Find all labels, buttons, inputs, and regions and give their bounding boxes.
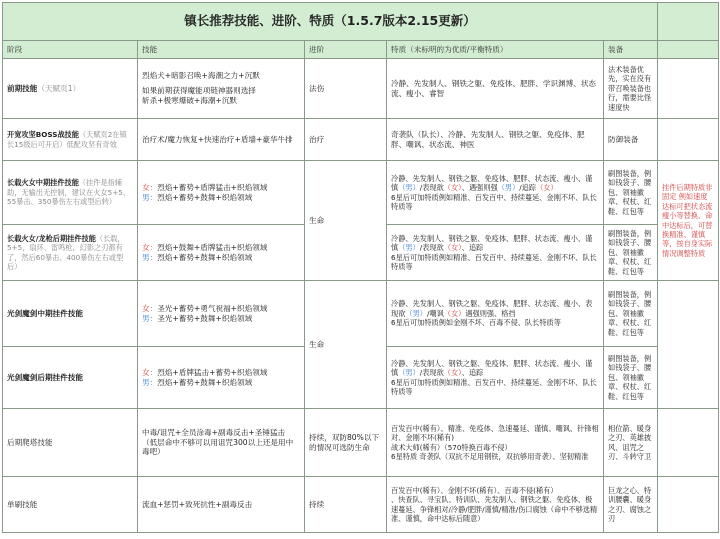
- female-tag: （女）: [443, 368, 462, 378]
- traits-cell: 奇袭队（队长）、冷静、先发制人、钢铁之躯、免疫体、肥胖、嘲讽、状态流、神医: [387, 119, 604, 161]
- skills-cell: 治疗术/魔力恢复+快速治疗+盾墙+豪华牛排: [138, 119, 305, 161]
- stage-label: 长载火女中期挂件技能: [7, 178, 79, 188]
- male-tag: 男：: [142, 313, 158, 323]
- traits-text: 、追踪: [461, 368, 484, 378]
- traits-cell: [387, 281, 604, 347]
- equipment-cell: 刷图装备，例如钱袋子、腰包、领袖徽章、权杖、红鞋、红包等: [604, 161, 658, 225]
- male-tag: 男：: [142, 192, 158, 202]
- male-tag: 男：: [142, 252, 158, 262]
- traits-text: 冷静、先发制人、钢铁之躯、免疫体、肥胖、状态流、瘦小、表现欲: [391, 299, 593, 318]
- stage-cell: [3, 59, 138, 119]
- traits-text: /追踪: [519, 183, 537, 193]
- skills-female: 圣光+蓄势+勇气祝福+织焰领域: [157, 303, 268, 313]
- side-note: 挂件后期特质非固定 例如速度达标可把状态流瘦小等替换、命中达标后，可替换精准、谨慎等，按自身实际情况调整特质: [658, 161, 719, 281]
- table-row: [3, 119, 719, 161]
- advance-cell: 持续: [305, 477, 387, 533]
- traits-cell: [387, 477, 604, 533]
- header-skills: 技能: [138, 41, 305, 59]
- advance-cell: 生命: [305, 161, 387, 281]
- male-tag: （男）: [398, 243, 420, 253]
- note-cell: [658, 59, 719, 119]
- equipment-cell: 防御装备: [604, 119, 658, 161]
- traits-text: 冷静、先发制人、钢铁之躯、免疫体、肥胖、状态流、瘦小、谨慎: [391, 358, 593, 378]
- traits-text: /表现欲: [419, 368, 444, 378]
- stage-label: 开宽攻坚BOSS战技能: [7, 130, 79, 140]
- female-tag: 女：: [142, 242, 158, 252]
- stage-cell: 光剑魔剑中期挂件技能: [3, 281, 138, 347]
- female-tag: 女：: [142, 367, 158, 377]
- skills-cell: [138, 59, 305, 119]
- stage-cell: [3, 225, 138, 281]
- advance-cell: 生命: [305, 281, 387, 409]
- advance-cell: 持续，双防80%以下的情况可选防生命: [305, 409, 387, 477]
- skills-male: 圣光+蓄势+鼓舞+织焰领域: [157, 313, 253, 323]
- title-row: [3, 3, 719, 41]
- male-tag: （男）: [398, 183, 420, 193]
- traits-text: 遇强则强、格挡: [465, 308, 516, 318]
- traits-text: 百发百中(稀有）、精准、免疫体、急速蔓延、谨慎、嘲讽、针锋相对、金刚不坏(稀有): [391, 423, 599, 443]
- traits-text: 战术大师(稀有）（570特换百毒不侵）: [391, 442, 512, 452]
- traits-cell: [387, 409, 604, 477]
- skills-cell: [138, 225, 305, 281]
- stage-cell: [3, 161, 138, 225]
- skills-male: 烈焰+蓄势+鼓舞+织焰领域: [157, 252, 253, 262]
- equipment-cell: 相位箭、暖身之刃、英雄披风、诅咒之刃、斗转守卫: [604, 409, 658, 477]
- page-title: 镇长推荐技能、进阶、特质（1.5.7版本2.15更新）: [3, 3, 658, 41]
- female-tag: （女）: [443, 308, 466, 318]
- table-row: [3, 409, 719, 477]
- header-row: [3, 41, 719, 59]
- traits-text: 百发百中(稀有）、金刚不坏(稀有）、百毒不侵(稀有）: [391, 485, 558, 495]
- guide-table: [2, 2, 719, 533]
- skills-female: 烈焰+鼓舞+盾牌猛击+织焰领域: [157, 242, 268, 252]
- note-cell: [658, 477, 719, 533]
- equipment-cell: 巨龙之心、特训腰囊、暖身之刃、腐蚀之刃: [604, 477, 658, 533]
- stage-note: （挂件是指辅助，无输出无控制，建议在火女5+5、55暴击、350暴伤左右或型后转）: [7, 178, 130, 207]
- equipment-cell: 刷图装备，例如钱袋子、腰包、领袖徽章、权杖、红鞋、红包等: [604, 225, 658, 281]
- stage-note: （天赋页1）: [37, 83, 81, 93]
- note-cell: [658, 409, 719, 477]
- equipment-cell: 刷图装备，例如钱袋子、腰包、领袖徽章、权杖、红鞋、红包等: [604, 281, 658, 347]
- skills-cell: [138, 409, 305, 477]
- traits-text: 、追踪: [461, 243, 484, 253]
- skills-cell: [138, 161, 305, 225]
- skills-line: 斩杀+极寒爆破+海潮+沉默: [142, 95, 238, 105]
- skills-line: 如果前期获得魔能项链神器则选择: [142, 86, 256, 96]
- skills-male: 烈焰+蓄势+鼓舞+织焰领域: [157, 377, 253, 387]
- traits-text: 6星后可加特质例如金刚不坏、百毒不侵、队长特质等: [391, 318, 561, 328]
- advance-cell: 治疗: [305, 119, 387, 161]
- header-traits: 特质（未标明的为优质/平衡特质）: [387, 41, 604, 59]
- skills-female: 烈焰+蓄势+盾牌猛击+织焰领域: [157, 182, 268, 192]
- stage-note: （天赋页2在镇长15级后可开启）低配攻坚有奇效: [7, 130, 127, 149]
- traits-cell: 冷静、先发制人、钢铁之躯、免疫体、肥胖、学识渊博、状态流、瘦小、睿智: [387, 59, 604, 119]
- male-tag: （男）: [398, 368, 420, 378]
- stage-label: 长载火女/龙枪后期挂件技能: [7, 233, 96, 243]
- stage-note: （长载，5+5，扇环、雷鸣枪，幻影之刃都有了，然后60暴击、400暴伤左右或型后）: [7, 233, 125, 271]
- skills-line: 烈焰犬+暗影召唤+海潮之力+沉默: [142, 71, 260, 81]
- male-tag: （男）: [497, 183, 520, 193]
- title-blank-cell: [658, 3, 719, 41]
- traits-text: 6星后可加特质例如精准、百发百中、持续蔓延、金刚不坏、队长特质等: [391, 252, 597, 271]
- skills-line: （低层命中不够可以用诅咒300以上还是用中毒吧）: [142, 437, 294, 457]
- traits-text: 6星后可加特质例如精准、百发百中、持续蔓延、金刚不坏、队长特质等: [391, 192, 597, 211]
- traits-text: 冷静、先发制人、钢铁之躯、免疫体、肥胖、状态流、瘦小、谨慎: [391, 233, 593, 253]
- header-stage: 阶段: [3, 41, 138, 59]
- header-blank: [658, 41, 719, 59]
- traits-cell: [387, 161, 604, 225]
- male-tag: （男）: [405, 308, 427, 318]
- traits-text: 、遇强则强: [461, 183, 498, 193]
- traits-text: 6星特质 奇袭队（双抗不足用钢铁，双抗够用奇袭）、坚韧精准: [391, 451, 589, 461]
- guide-sheet: [2, 2, 718, 537]
- traits-cell: [387, 225, 604, 281]
- traits-text: /嘲讽: [426, 308, 444, 318]
- table-row: [3, 161, 719, 225]
- skills-cell: [138, 347, 305, 409]
- female-tag: （女）: [536, 183, 558, 193]
- male-tag: 男：: [142, 377, 158, 387]
- equipment-cell: 法术装备优先，实在没有带召唤装备也行，需要比怪速度快: [604, 59, 658, 119]
- traits-text: /表现欲: [419, 183, 444, 193]
- skills-female: 烈焰+盾牌猛击+蓄势+织焰领域: [157, 367, 268, 377]
- female-tag: （女）: [443, 243, 462, 253]
- note-cell: [658, 119, 719, 161]
- skills-cell: 流血+惩罚+致死抗性+副毒反击: [138, 477, 305, 533]
- header-advance: 进阶: [305, 41, 387, 59]
- table-row: [3, 477, 719, 533]
- traits-text: /表现欲: [419, 243, 444, 253]
- stage-cell: 后期爬塔技能: [3, 409, 138, 477]
- header-equipment: 装备: [604, 41, 658, 59]
- note-cell: [658, 281, 719, 409]
- stage-label: 前期技能: [7, 83, 38, 93]
- equipment-cell: 刷图装备，例如钱袋子、腰包、领袖徽章、权杖、红鞋、红包等: [604, 347, 658, 409]
- skills-line: 中毒/诅咒+全员涂毒+副毒反击+圣锤猛击: [142, 427, 286, 437]
- female-tag: （女）: [443, 183, 462, 193]
- female-tag: 女：: [142, 303, 158, 313]
- stage-cell: [3, 119, 138, 161]
- skills-male: 烈焰+蓄势+鼓舞+织焰领域: [157, 192, 253, 202]
- table-row: [3, 59, 719, 119]
- stage-cell: 单刷技能: [3, 477, 138, 533]
- traits-cell: [387, 347, 604, 409]
- stage-cell: 光剑魔剑后期挂件技能: [3, 347, 138, 409]
- advance-cell: 法伤: [305, 59, 387, 119]
- traits-text: 6星后可加特质例如精准、百发百中、持续蔓延、金刚不坏、队长特质等: [391, 377, 597, 396]
- table-row: [3, 281, 719, 347]
- traits-text: 冷静、先发制人、钢铁之躯、免疫体、肥胖、状态流、瘦小、谨慎: [391, 173, 593, 193]
- female-tag: 女：: [142, 182, 158, 192]
- traits-text: 、快查队、寻宝队、特训队、先发制人、钢铁之躯、免疫体、极速蔓延、争锋相对/冷静/肥胖/谨慎/精准/伤口腐蚀（命中不够选精准、谨慎，命中达标后随意）: [391, 495, 598, 523]
- skills-cell: [138, 281, 305, 347]
